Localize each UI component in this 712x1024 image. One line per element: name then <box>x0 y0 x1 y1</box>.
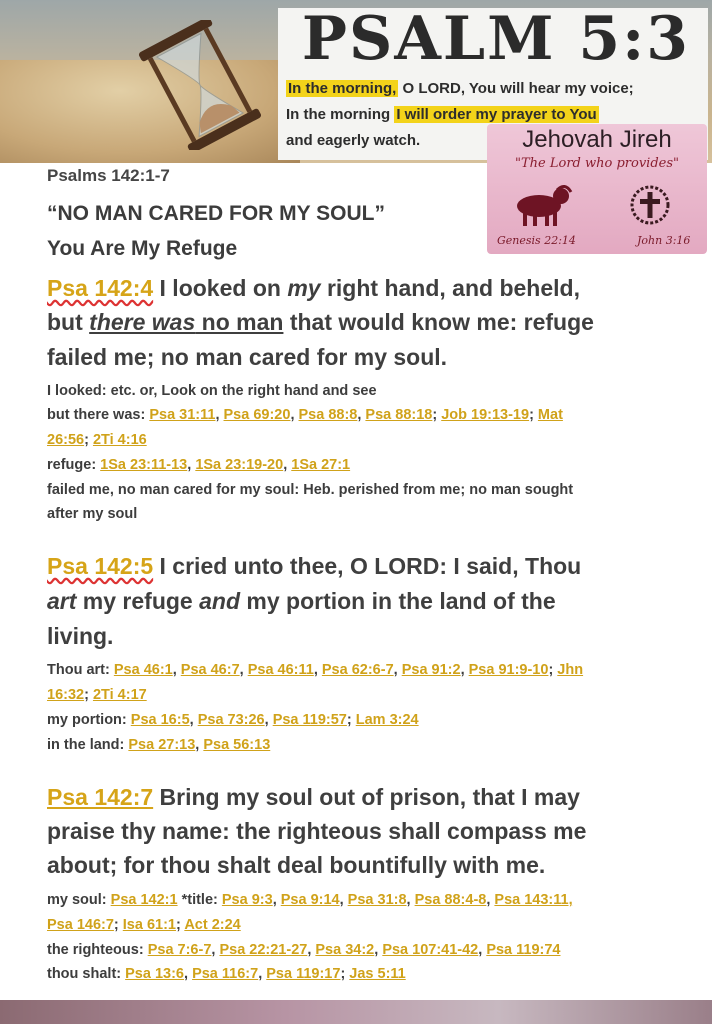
cross-ref-link[interactable]: 1Sa 23:19-20 <box>195 457 284 473</box>
cross-ref-link[interactable]: Psa 88:4-8 <box>414 892 487 908</box>
hourglass-icon <box>120 20 280 150</box>
verse-5-line-3: living. <box>47 623 114 649</box>
verse-5-line-2: art my refuge and my portion in the land of the <box>47 588 556 614</box>
psalm-highlight: I will order my prayer to You <box>396 106 597 123</box>
verse-5-ref-link[interactable]: Psa 142:5 <box>47 553 154 579</box>
cross-ref-link[interactable]: Lam 3:24 <box>355 712 419 728</box>
jehovah-jireh-card <box>487 124 707 254</box>
cross-ref-link[interactable]: Psa 46:7 <box>180 662 240 678</box>
subtitle-heading: You Are My Refuge <box>47 237 238 260</box>
cross-ref-link[interactable]: Psa 31:8 <box>347 892 407 908</box>
theme-heading: “NO MAN CARED FOR MY SOUL” <box>47 202 385 225</box>
cross-ref-link[interactable]: Jas 5:11 <box>349 966 406 982</box>
cross-ref-link[interactable]: Psa 91:2 <box>401 662 461 678</box>
note-line: Thou art: Psa 46:1, Psa 46:7, Psa 46:11, Psa 62:6-7, Psa 91:2, Psa 91:9-10; Jhn <box>47 662 584 678</box>
cross-ref-link[interactable]: Psa 143:11, <box>494 892 573 908</box>
cross-ref-link[interactable]: Psa 16:5 <box>130 712 190 728</box>
cross-ref-link[interactable]: Psa 88:8 <box>298 407 358 423</box>
bottom-decoration <box>0 1000 712 1024</box>
cross-ref-link[interactable]: Psa 116:7 <box>192 966 259 982</box>
cross-ref-link[interactable]: Psa 142:1 <box>110 892 178 908</box>
cross-ref-link[interactable]: 2Ti 4:17 <box>92 687 147 703</box>
cross-ref-link[interactable]: Job 19:13-19 <box>441 407 530 423</box>
verse-7-ref-link[interactable]: Psa 142:7 <box>47 784 154 810</box>
cross-ref-link[interactable]: Psa 46:11 <box>247 662 314 678</box>
cross-ref-link[interactable]: 26:56 <box>47 432 85 448</box>
cross-ref-link[interactable]: Psa 73:26 <box>197 712 265 728</box>
cross-ref-link[interactable]: Psa 107:41-42 <box>382 942 479 958</box>
verse-7-line-2: praise thy name: the righteous shall compass me <box>47 818 587 844</box>
passage-reference: Psalms 142:1-7 <box>47 166 170 185</box>
psalm-title: PSALM 5:3 <box>301 4 691 74</box>
cross-ref-link[interactable]: 1Sa 23:11-13 <box>100 457 188 473</box>
crown-of-thorns-cross-icon <box>627 182 673 228</box>
cross-ref-link[interactable]: 1Sa 27:1 <box>291 457 351 473</box>
note-line: the righteous: Psa 7:6-7, Psa 22:21-27, Psa 34:2, Psa 107:41-42, Psa 119:74 <box>47 942 561 958</box>
note-line: thou shalt: Psa 13:6, Psa 116:7, Psa 119:17; Jas 5:11 <box>47 966 406 982</box>
note-line: failed me, no man cared for my soul: Heb. perished from me; no man sought <box>47 482 574 498</box>
note-line: 16:32; 2Ti 4:17 <box>47 687 147 703</box>
verse-5-line-1: Psa 142:5 I cried unto thee, O LORD: I said, Thou <box>47 553 582 579</box>
cross-ref-link[interactable]: Psa 119:57 <box>272 712 347 728</box>
cross-ref-link[interactable]: Psa 13:6 <box>125 966 184 982</box>
note-line: but there was: Psa 31:11, Psa 69:20, Psa 88:8, Psa 88:18; Job 19:13-19; Mat <box>47 407 563 423</box>
jireh-ref-left: Genesis 22:14 <box>497 234 576 247</box>
note-line: I looked: etc. or, Look on the right hand and see <box>47 383 377 399</box>
cross-ref-link[interactable]: Psa 7:6-7 <box>147 942 212 958</box>
cross-ref-link[interactable]: Psa 22:21-27 <box>219 942 308 958</box>
cross-ref-link[interactable]: Psa 88:18 <box>365 407 433 423</box>
jireh-subtitle: "The Lord who provides" <box>515 156 679 171</box>
psalm-line-2: In the morning I will order my prayer to You <box>286 106 597 123</box>
note-line: after my soul <box>47 506 138 522</box>
cross-ref-link[interactable]: Psa 119:74 <box>486 942 561 958</box>
verse-4-ref-link[interactable]: Psa 142:4 <box>47 275 154 301</box>
psalm-line-3: and eagerly watch. <box>286 132 421 149</box>
psalm-highlight: In the morning, <box>288 80 397 97</box>
cross-ref-link[interactable]: Psa 46:1 <box>113 662 173 678</box>
note-line: in the land: Psa 27:13, Psa 56:13 <box>47 737 271 753</box>
psalm-line-1: In the morning, O LORD, You will hear my voice; <box>288 80 634 97</box>
note-line: Psa 146:7; Isa 61:1; Act 2:24 <box>47 917 241 933</box>
ram-icon <box>509 182 575 228</box>
note-line: 26:56; 2Ti 4:16 <box>47 432 147 448</box>
cross-ref-link[interactable]: Jhn <box>557 662 584 678</box>
cross-ref-link[interactable]: 2Ti 4:16 <box>92 432 147 448</box>
verse-4-line-3: failed me; no man cared for my soul. <box>47 344 448 370</box>
verse-7-line-1: Psa 142:7 Bring my soul out of prison, that I may <box>47 784 580 810</box>
cross-ref-link[interactable]: Psa 119:17 <box>266 966 341 982</box>
cross-ref-link[interactable]: Psa 56:13 <box>203 737 271 753</box>
verse-4-line-1: Psa 142:4 I looked on my right hand, and beheld, <box>47 275 580 301</box>
cross-ref-link[interactable]: 16:32 <box>47 687 85 703</box>
cross-ref-link[interactable]: Psa 27:13 <box>128 737 196 753</box>
verse-7-line-3: about; for thou shalt deal bountifully with me. <box>47 852 546 878</box>
cross-ref-link[interactable]: Isa 61:1 <box>122 917 176 933</box>
cross-ref-link[interactable]: Psa 9:3 <box>221 892 273 908</box>
note-line: refuge: 1Sa 23:11-13, 1Sa 23:19-20, 1Sa 27:1 <box>47 457 351 473</box>
cross-ref-link[interactable]: Psa 62:6-7 <box>321 662 394 678</box>
verse-4-line-2: but there was no man that would know me: refuge <box>47 309 594 335</box>
note-line: my portion: Psa 16:5, Psa 73:26, Psa 119:57; Lam 3:24 <box>47 712 419 728</box>
cross-ref-link[interactable]: Psa 34:2 <box>315 942 375 958</box>
cross-ref-link[interactable]: Psa 69:20 <box>223 407 291 423</box>
cross-ref-link[interactable]: Psa 91:9-10 <box>468 662 549 678</box>
cross-ref-link[interactable]: Mat <box>537 407 563 423</box>
cross-ref-link[interactable]: Psa 146:7 <box>47 917 114 933</box>
cross-ref-link[interactable]: Psa 31:11 <box>149 407 216 423</box>
note-line: my soul: Psa 142:1 *title: Psa 9:3, Psa 9:14, Psa 31:8, Psa 88:4-8, Psa 143:11, <box>47 892 573 908</box>
jireh-ref-right: John 3:16 <box>637 234 691 247</box>
cross-ref-link[interactable]: Psa 9:14 <box>280 892 340 908</box>
jireh-title: Jehovah Jireh <box>522 126 672 153</box>
cross-ref-link[interactable]: Act 2:24 <box>184 917 241 933</box>
